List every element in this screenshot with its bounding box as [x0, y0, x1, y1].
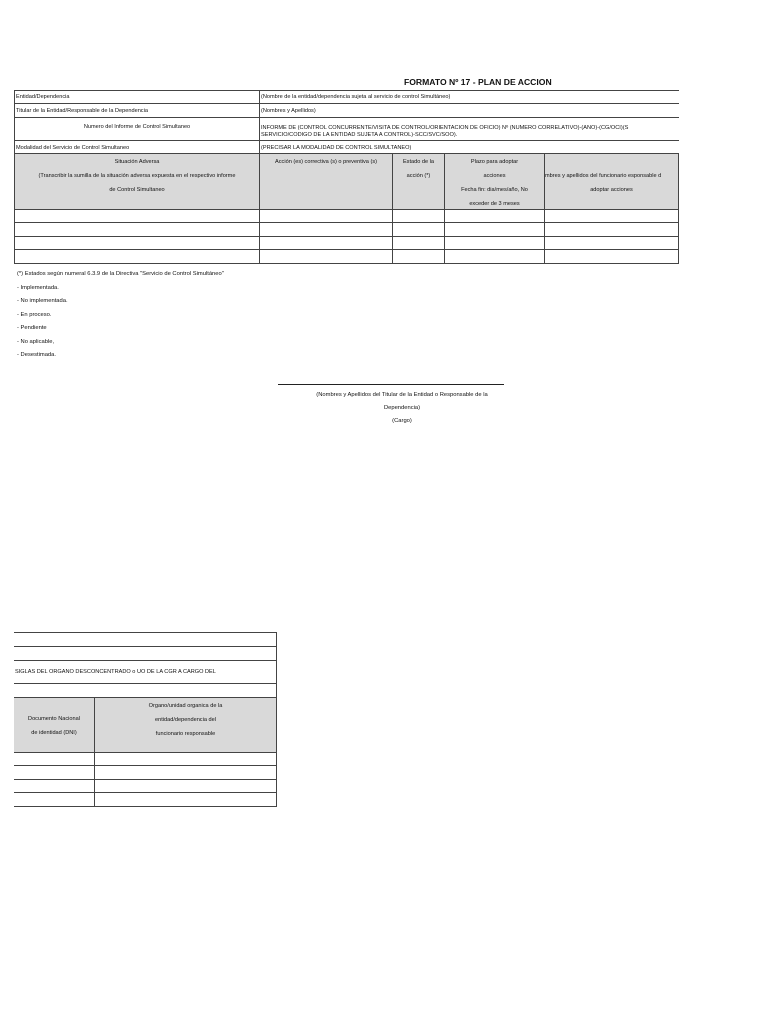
table-row	[14, 236, 679, 249]
modalidad-label: Modalidad del Servicio de Control Simultaneo	[16, 145, 130, 151]
notes-header: (*) Estados según numeral 6.3.9 de la Directiva "Servicio de Control Simultáneo"	[17, 271, 224, 277]
col-plazo-line3: Fecha fin: dia/mes/año, No	[461, 187, 528, 193]
signature-dependency: Dependencia)	[383, 404, 421, 411]
plan-de-accion-form	[14, 90, 679, 264]
col-organo-line3: funcionario responsable	[155, 731, 216, 737]
col-estado-line2: acción (*)	[406, 173, 431, 179]
signature-name: (Nombres y Apellidos del Titular de la Entidad o Responsable de la	[316, 392, 488, 398]
entidad-label: Entidad/Dependencia	[16, 94, 70, 100]
col-situacion-line1: Situación Adversa	[114, 159, 160, 165]
col-dni-line2: de identidad (DNI)	[31, 730, 77, 736]
funcionario-table	[14, 632, 277, 808]
col-dni-line1: Documento Nacional	[28, 716, 80, 722]
entidad-value: (Nombre de la entidad/dependencia sujeta al servicio de control Simultáneo)	[261, 94, 451, 100]
note-item: - No implementada.	[17, 298, 68, 304]
table-row	[14, 249, 679, 263]
informe-value-line1: INFORME DE (CONTROL CONCURRENTE/VISITA DE CONTROL/ORIENTACION DE OFICIO) Nº (NUMERO CORRELATIVO)-(AÑO)-(CG/OCI)(S	[261, 125, 629, 131]
titular-value: (Nombres y Apellidos)	[261, 108, 316, 114]
col-situacion-line2: (Transcribir la sumilla de la situación adversa expuesta en el respectivo informe	[38, 173, 236, 179]
note-item: - Desestimada.	[17, 352, 56, 358]
note-item: - Implementada.	[17, 284, 59, 291]
col-plazo-line2: acciones	[483, 173, 506, 179]
estados-notes	[17, 268, 224, 363]
informe-value-line2: SERVICIO/CODIGO DE LA ENTIDAD SUJETA A CONTROL)-SCC/SVC/SOO).	[261, 132, 458, 138]
table-row	[14, 779, 277, 792]
signature-line	[278, 384, 504, 385]
modalidad-value: (PRECISAR LA MODALIDAD DE CONTROL SIMULTANEO)	[261, 145, 412, 151]
col-organo-line1: Organo/unidad organica de la	[148, 703, 223, 709]
col-plazo-line1: Plazo para adoptar	[470, 159, 519, 165]
col-organo-line2: entidad/dependencia del	[155, 717, 216, 723]
table-row	[14, 209, 679, 222]
signature-position: (Cargo)	[392, 417, 412, 424]
col-nombres-line2: adoptar acciones	[590, 187, 633, 193]
col-estado-line1: Estado de la	[402, 159, 435, 165]
col-situacion-line3: de Control Simultaneo	[109, 187, 165, 193]
note-item: - En proceso.	[17, 311, 52, 318]
col-nombres-line1: mbres y apellidos del funcionario esponsable d	[545, 173, 662, 179]
signature-block	[260, 389, 544, 427]
col-plazo-line4: exceder de 3 meses	[469, 201, 520, 207]
informe-label: Numero del Informe de Control Simultaneo	[83, 124, 191, 130]
table-row	[14, 765, 277, 779]
note-item: - Pendiente	[17, 325, 47, 331]
table-row	[14, 222, 679, 236]
page-title: FORMATO Nº 17 - PLAN DE ACCION	[404, 77, 552, 87]
table-row	[14, 752, 277, 765]
col-accion: Acción (es) correctiva (s) o preventiva (s)	[275, 159, 377, 165]
table-row	[14, 792, 277, 806]
titular-label: Titular de la Entidad/Responsable de la Dependencia	[16, 108, 148, 114]
note-item: - No aplicable,	[17, 338, 55, 345]
siglas-label: SIGLAS DEL ORGANO DESCONCENTRADO o UO DE LA CGR A CARGO DEL	[15, 669, 216, 675]
